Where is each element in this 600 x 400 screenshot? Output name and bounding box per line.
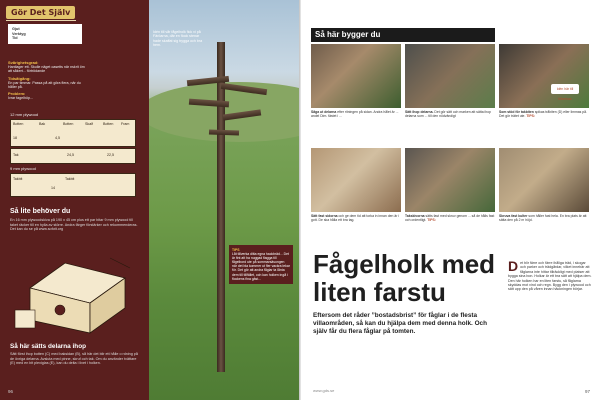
step-5-tips: TIPS:: [427, 218, 436, 223]
page-number-left: 96: [8, 389, 14, 394]
tips-text: Låt tillverka ditta egna hackbräd... Det är fint att ha nuggad flagga till fågelbord ute på sommarsäsongen när det bla kommer ut fler vackra lekar för. Det gör att andra fåglar ta lånta dem till tillfället, och kan holken ingå i flockens fina gäst...: [232, 252, 290, 281]
time-text: En par timmar. Passa på att göra flera, när du håller på.: [8, 80, 81, 89]
step-5-body: sätts fast med skruv genom ... så de hålls fast och ordentligt.: [405, 214, 495, 223]
meta-line2: Verktyg: [12, 31, 26, 36]
tips-box: [229, 245, 293, 284]
photo-caption: Idén till vår fågelholk fick vi på Färöarna, där en flock stenar hade skaffat sig trygga och bra hem.: [153, 30, 203, 47]
step-6: [499, 148, 589, 222]
step-3-photo: [499, 44, 589, 108]
time-title: Tidsåtgång:: [8, 75, 31, 81]
step-2-text: [405, 110, 495, 118]
step-6-text: [499, 214, 589, 222]
plywood-board-tak: [10, 148, 136, 164]
meta-line3: Tid: [12, 36, 18, 41]
tips-heading: TIPS: [232, 248, 240, 252]
section-text-assembly: Sätt först ihop botten (C) med baksidan (B), så här det blir ett hålle o rdning på de övriga delarna. Avsluta med pinne, skruf och tak. Om du använder tvättare (E) med en bit plexiglas (E), kan du delta i livet i holken.: [10, 352, 138, 366]
dropcap: D: [508, 258, 519, 274]
article-lede: Eftersom det råder ”bostadsbrist” för fåglar i de flesta villaområden, så kan du hjälpa dem med denna holk. Och själv får du flera fåglar på tomten.: [313, 312, 488, 336]
step-1-lead: Såga ut delarna: [311, 110, 337, 114]
step-1-photo: [311, 44, 401, 108]
problem-title: Problem:: [8, 91, 26, 97]
step-4: [311, 148, 401, 222]
step-6-body: som håller fast hela. En bra plats är att sätta den på 2 m höjd.: [499, 214, 587, 223]
step-3-body: spikas tråbiten (D) eller limmas på. Det gör trätet ute.: [499, 110, 588, 119]
section-heading-assembly: Så här sätts delarna ihop: [10, 343, 87, 350]
step-5: [405, 148, 495, 222]
step-2-body: Det gör sätt och marken att sätta ihop delarna som ... till den nödvändigt: [405, 110, 491, 119]
plywood-board-9mm: [10, 173, 136, 197]
step-2: [405, 44, 495, 118]
difficulty-title: Svårighetsgrad:: [8, 60, 39, 65]
step-1: [311, 44, 401, 118]
page-number-right: 97: [584, 389, 590, 394]
step-5-text: [405, 214, 495, 222]
plywood-9mm-label: 9 mm plywood: [10, 166, 36, 171]
step-2-photo: [405, 44, 495, 108]
takbit-value: 14: [51, 186, 55, 190]
step-3-lead: Som stöd för takbiten: [499, 110, 534, 114]
headline-line1: Fågelholk med: [313, 249, 496, 279]
step-3-tips: TIPS:: [526, 114, 536, 119]
step-4-text: [311, 214, 401, 222]
board-label-6: Fram: [121, 122, 130, 126]
headline-line2: liten farstu: [313, 277, 446, 307]
step-6-photo: [499, 148, 589, 212]
article-body-text: et blir färre och färre ihåliga träd, i skogar och parker och trädgårdar, vilket innebär att fåglarna inte hittar tillräckligt med platser att bygga sina bon. Holkar är ett bra sätt att hjälpa dem. Den här holken har en liten farstu, så fåglarna skyddas mot vind och regn. Bygg den i plywood och sätt upp den på våren innan häckningen börjar.: [508, 261, 592, 292]
section-heading-materials: Så lite behöver du: [10, 208, 71, 215]
step-3-text: [499, 110, 589, 118]
step-5-photo: [405, 148, 495, 212]
plywood-board-12mm: [10, 119, 136, 147]
section-text-materials: En 16 mm plywoodskiva på 190 x 45 cm plus ett par bitar 9 mm plywood till taket räcker till en hylla av större. Andra färger förstärker och rekommenderas. Det kan du se på www.sofott.org: [10, 218, 138, 232]
article-headline: [313, 250, 499, 306]
step-6-lead: Skruva fast kulter: [499, 214, 528, 218]
tak-value: 24,5: [67, 153, 74, 157]
wooden-post: [217, 42, 225, 372]
photo-callout: Idén här till tillverkas: [551, 84, 579, 94]
step-4-body: och ge dem tid att torka in innan den är i gott. De ska hålla ett bra tag.: [311, 214, 400, 223]
step-4-lead: Sätt fast sidorna: [311, 214, 338, 218]
grid-title: Så här bygger du: [315, 30, 381, 39]
sign-board-5: [209, 129, 239, 135]
board-label-1: Botten: [13, 122, 24, 126]
meta-line1: Gjut: [12, 27, 20, 31]
project-meta-box: [8, 24, 82, 44]
step-2-lead: Sätt ihop delarna.: [405, 110, 434, 114]
step-5-lead: Takskivorna: [405, 214, 425, 218]
right-page: [301, 0, 600, 400]
dimension-b: 4,5: [55, 136, 60, 140]
step-1-text: [311, 110, 401, 118]
left-page-column: [0, 0, 149, 400]
step-3: [499, 44, 589, 118]
problem-text: Ivrar fagelhöp...: [8, 96, 33, 101]
board-label-3: Botten: [63, 122, 74, 126]
side-notes: [8, 58, 88, 100]
board-label-4: Skalf: [85, 122, 93, 126]
dimension-a: 18: [13, 136, 17, 140]
tak-label: Tak: [13, 153, 19, 157]
takbit-label: Takbit: [13, 177, 23, 181]
takbit-label-2: Takbit: [65, 177, 75, 181]
signpost-photo: [149, 0, 299, 400]
step-4-photo: [311, 148, 401, 212]
brand-rule: [6, 20, 76, 21]
tak-value2: 22,5: [107, 153, 114, 157]
brand-badge: Gör Det Själv: [6, 6, 75, 19]
plywood-cutting-diagram: [10, 112, 136, 202]
step-1-body: efter ritningen på sidan. Andra hålet är ... andel Dim. fästet i ...: [311, 110, 399, 119]
plywood-12mm-label: 12 mm plywood: [10, 112, 39, 117]
difficulty-text: Hantlager ett. Skulle näget oasetts när nskrit öm att såkert... förtrödande: [8, 65, 85, 74]
footer-url: www.gds.se: [313, 388, 335, 393]
birdhouse-assembly-illustration: [10, 248, 140, 338]
board-label-5: Botten: [103, 122, 114, 126]
article-body: [508, 258, 592, 292]
board-label-2: Bak: [39, 122, 46, 126]
